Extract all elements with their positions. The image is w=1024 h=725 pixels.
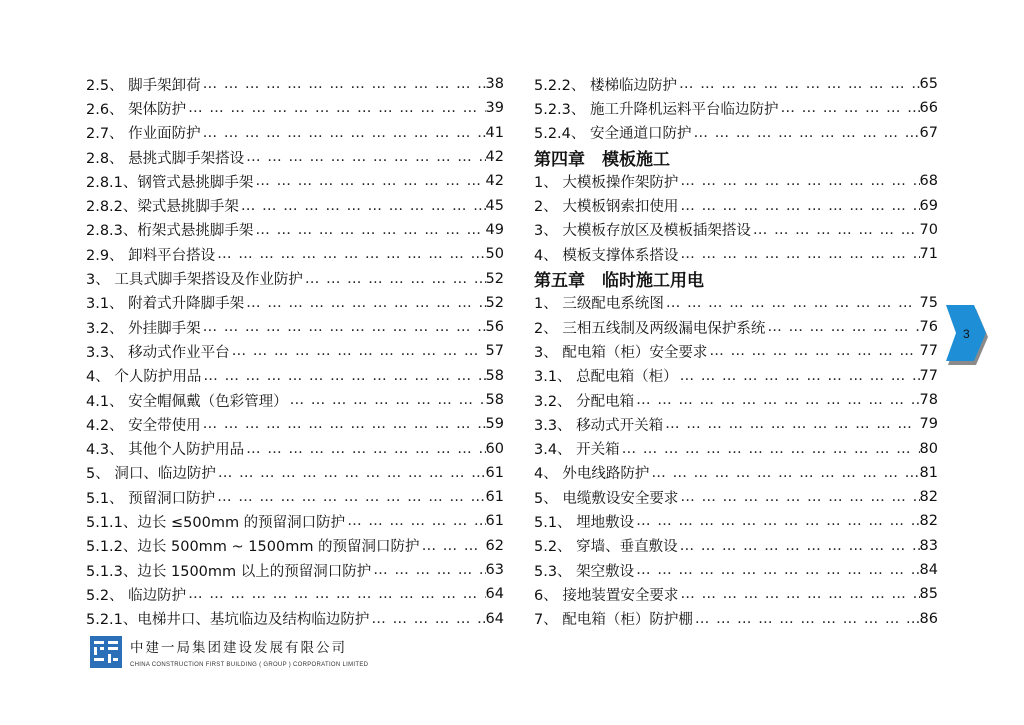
toc-entry-title: 1、 大模板操作架防护 — [534, 174, 679, 191]
toc-entry-title: 4.2、 安全带使用 — [86, 417, 201, 434]
toc-leader-dots — [707, 343, 919, 359]
toc-leader-dots — [692, 125, 920, 141]
toc-entry-title: 5.2.3、 施工升降机运料平台临边防护 — [534, 101, 779, 118]
toc-leader-dots — [371, 562, 485, 578]
toc-page-number: 57 — [485, 343, 504, 360]
toc-leader-dots — [201, 368, 485, 384]
toc-entry-title: 2.6、 架体防护 — [86, 101, 187, 118]
toc-page-number: 65 — [919, 76, 938, 93]
company-name-en: CHINA CONSTRUCTION FIRST BUILDING ( GROUP ) CORPORATION LIMITED — [130, 662, 369, 668]
toc-entry — [534, 218, 938, 242]
toc-entry — [86, 461, 504, 485]
toc-entry — [86, 485, 504, 509]
toc-page-number: 82 — [919, 513, 938, 530]
toc-page-number: 64 — [485, 610, 504, 627]
toc-chapter-heading — [534, 145, 938, 169]
toc-entry-title: 3.2、 分配电箱 — [534, 393, 635, 410]
toc-entry — [534, 96, 938, 120]
toc-leader-dots — [244, 149, 485, 165]
toc-entry-title: 3.1、 附着式升降脚手架 — [86, 296, 245, 313]
toc-leader-dots — [253, 222, 485, 238]
toc-entry-title: 第四章 模板施工 — [534, 149, 670, 170]
toc-page-number: 86 — [919, 610, 938, 627]
toc-entry-title: 5.1.2、边长 500mm ~ 1500mm 的预留洞口防护 — [86, 539, 420, 556]
toc-page-number: 66 — [919, 100, 938, 117]
toc-page-number: 78 — [919, 392, 938, 408]
toc-entry — [534, 509, 938, 533]
toc-page-number: 59 — [485, 416, 504, 433]
toc-entry-title: 2、 三相五线制及两级漏电保护系统 — [534, 320, 766, 337]
toc-entry-title: 4、 外电线路防护 — [534, 466, 650, 483]
toc-leader-dots — [244, 441, 485, 457]
toc-entry-title: 2.8.1、钢管式悬挑脚手架 — [86, 174, 254, 191]
toc-page-number: 81 — [919, 464, 938, 481]
toc-entry — [86, 534, 504, 558]
toc-chapter-heading — [534, 266, 938, 290]
toc-entry-title: 1、 三级配电系统图 — [534, 296, 664, 313]
toc-entry — [534, 388, 938, 412]
toc-entry-title: 3、 大模板存放区及模板插架搭设 — [534, 223, 751, 240]
toc-page-number: 68 — [919, 173, 938, 190]
toc-entry-title: 6、 接地装置安全要求 — [534, 587, 679, 604]
toc-right-column — [534, 72, 938, 631]
toc-page-number: 49 — [485, 221, 504, 238]
toc-entry — [86, 436, 504, 460]
toc-page-number: 52 — [485, 270, 504, 287]
toc-entry-title: 5.2、 临边防护 — [86, 587, 187, 604]
cscec-logo-icon — [90, 636, 122, 668]
toc-entry-title: 5.2.2、 楼梯临边防护 — [534, 77, 678, 94]
toc-entry-title: 2、 大模板钢索扣使用 — [534, 199, 679, 216]
toc-leader-dots — [186, 100, 485, 116]
toc-entry-title: 7、 配电箱（柜）防护棚 — [534, 612, 693, 629]
toc-page-number: 64 — [485, 586, 504, 603]
toc-entry-title: 5、 电缆敷设安全要求 — [534, 490, 679, 507]
toc-entry — [534, 485, 938, 509]
toc-page-number: 77 — [919, 367, 938, 384]
toc-entry-title: 2.8、 悬挑式脚手架搭设 — [86, 150, 245, 167]
toc-entry — [86, 558, 504, 582]
toc-leader-dots — [678, 246, 919, 262]
toc-leader-dots — [678, 586, 919, 602]
toc-page-number: 79 — [919, 416, 938, 433]
toc-entry — [86, 121, 504, 145]
toc-leader-dots — [664, 295, 920, 311]
toc-entry-title: 3.2、 外挂脚手架 — [86, 320, 201, 337]
toc-entry-title: 5.2.4、 安全通道口防护 — [534, 126, 692, 143]
toc-leader-dots — [634, 562, 919, 578]
toc-leader-dots — [216, 465, 486, 481]
toc-leader-dots — [649, 465, 919, 481]
toc-leader-dots — [677, 76, 920, 92]
toc-entry — [86, 96, 504, 120]
toc-page-number: 60 — [485, 440, 504, 457]
toc-entry — [534, 339, 938, 363]
toc-entry — [534, 607, 938, 631]
toc-entry-title: 5.1、 预留洞口防护 — [86, 490, 216, 507]
toc-leader-dots — [201, 319, 486, 335]
toc-entry — [86, 582, 504, 606]
toc-leader-dots — [201, 125, 486, 141]
toc-leader-dots — [215, 489, 485, 505]
toc-entry — [86, 242, 504, 266]
toc-entry-title: 2.8.2、梁式悬挑脚手架 — [86, 199, 239, 216]
toc-entry-title: 3.1、 总配电箱（柜） — [534, 369, 678, 386]
toc-entry — [86, 509, 504, 533]
toc-page-number: 38 — [485, 76, 504, 93]
toc-entry — [86, 339, 504, 363]
toc-leader-dots — [201, 416, 486, 432]
toc-entry-title: 4、 个人防护用品 — [86, 369, 202, 386]
toc-page-number: 67 — [919, 124, 938, 141]
toc-entry — [86, 145, 504, 169]
toc-leader-dots — [230, 343, 486, 359]
toc-entry — [86, 72, 504, 96]
toc-entry — [534, 582, 938, 606]
toc-page-number: 42 — [485, 173, 504, 190]
toc-entry — [534, 72, 938, 96]
toc-entry-title: 3.3、 移动式开关箱 — [534, 417, 664, 434]
toc-entry-title: 3.4、 开关箱 — [534, 442, 620, 459]
toc-page-number: 50 — [485, 246, 504, 263]
toc-page-number: 69 — [919, 197, 938, 214]
toc-page-number: 77 — [919, 343, 938, 360]
toc-entry — [86, 169, 504, 193]
toc-entry-title: 5.1.3、边长 1500mm 以上的预留洞口防护 — [86, 563, 372, 580]
toc-page-number: 71 — [919, 246, 938, 263]
company-name-cn: 中建一局集团建设发展有限公司 — [130, 640, 347, 656]
toc-page-number: 63 — [485, 562, 504, 579]
toc-page-number: 52 — [485, 294, 504, 311]
toc-page-number: 45 — [485, 197, 504, 214]
toc-entry-title: 4.3、 其他个人防护用品 — [86, 442, 245, 459]
toc-entry-title: 5、 洞口、临边防护 — [86, 466, 216, 483]
toc-leader-dots — [779, 100, 920, 116]
toc-leader-dots — [620, 441, 920, 457]
toc-leader-dots — [244, 295, 485, 311]
toc-entry — [534, 412, 938, 436]
toc-leader-dots — [678, 198, 919, 214]
toc-entry-title: 4.1、 安全帽佩戴（色彩管理） — [86, 393, 288, 410]
toc-leader-dots — [186, 586, 485, 602]
toc-entry — [86, 607, 504, 631]
toc-page-number: 56 — [485, 319, 504, 336]
toc-entry — [534, 461, 938, 485]
toc-entry-title: 5.1.1、边长 ≤500mm 的预留洞口防护 — [86, 514, 346, 531]
toc-entry — [534, 558, 938, 582]
toc-leader-dots — [215, 246, 485, 262]
toc-page-number: 61 — [485, 464, 504, 481]
toc-leader-dots — [303, 271, 486, 287]
toc-entry — [534, 315, 938, 339]
toc-entry — [86, 291, 504, 315]
toc-page-number: 61 — [485, 489, 504, 506]
toc-entry — [534, 242, 938, 266]
toc-entry-title: 2.8.3、桁架式悬挑脚手架 — [86, 223, 254, 240]
toc-entry — [86, 315, 504, 339]
toc-leader-dots — [288, 392, 486, 408]
toc-entry-title: 3.3、 移动式作业平台 — [86, 344, 230, 361]
page-number-tab — [946, 303, 992, 367]
toc-page-number: 83 — [919, 537, 938, 554]
toc-entry — [534, 364, 938, 388]
toc-entry — [86, 388, 504, 412]
toc-leader-dots — [253, 173, 485, 189]
toc-page-number: 80 — [919, 440, 938, 457]
toc-leader-dots — [678, 173, 919, 189]
toc-leader-dots — [678, 538, 920, 554]
toc-entry — [534, 436, 938, 460]
toc-entry — [534, 534, 938, 558]
toc-page-number: 62 — [485, 537, 504, 554]
toc-entry-title: 5.3、 架空敷设 — [534, 563, 635, 580]
toc-page-number: 76 — [919, 319, 938, 336]
toc-entry — [86, 266, 504, 290]
toc-leader-dots — [663, 416, 919, 432]
toc-page-number: 82 — [919, 489, 938, 506]
toc-leader-dots — [345, 513, 485, 529]
toc-entry-title: 第五章 临时施工用电 — [534, 271, 704, 291]
toc-page-number: 84 — [919, 562, 938, 579]
toc-entry-title: 5.1、 埋地敷设 — [534, 514, 635, 531]
toc-entry-title: 3、 工具式脚手架搭设及作业防护 — [86, 272, 303, 289]
toc-entry-title: 2.9、 卸料平台搭设 — [86, 247, 216, 264]
toc-left-column — [86, 72, 504, 631]
toc-entry-title: 2.7、 作业面防护 — [86, 126, 201, 143]
toc-leader-dots — [239, 198, 486, 214]
toc-entry — [534, 193, 938, 217]
toc-entry — [86, 412, 504, 436]
toc-entry-title: 3、 配电箱（柜）安全要求 — [534, 344, 708, 361]
toc-page-number: 58 — [485, 392, 504, 408]
toc-entry — [534, 121, 938, 145]
toc-entry — [534, 169, 938, 193]
toc-leader-dots — [634, 392, 919, 408]
toc-page-number: 42 — [485, 149, 504, 166]
toc-leader-dots — [678, 368, 920, 384]
toc-page-number: 61 — [485, 513, 504, 530]
toc-leader-dots — [765, 319, 919, 335]
toc-leader-dots — [751, 222, 920, 238]
toc-page-number: 75 — [919, 294, 938, 311]
toc-entry-title: 4、 模板支撑体系搭设 — [534, 247, 679, 264]
toc-leader-dots — [693, 611, 920, 627]
toc-entry-title: 5.2、 穿墙、垂直敷设 — [534, 539, 678, 556]
toc-page-number: 85 — [919, 586, 938, 603]
company-name — [130, 636, 368, 668]
toc-entry — [86, 364, 504, 388]
toc-page-number: 58 — [485, 367, 504, 384]
toc-leader-dots — [634, 513, 919, 529]
toc-entry — [86, 218, 504, 242]
page-number: 3 — [963, 327, 970, 341]
toc-entry-title: 2.5、 脚手架卸荷 — [86, 77, 201, 94]
toc-entry — [534, 291, 938, 315]
toc-leader-dots — [678, 489, 919, 505]
toc-leader-dots — [201, 76, 486, 92]
toc-leader-dots — [420, 538, 486, 554]
toc-page-number: 70 — [919, 221, 938, 238]
toc-page-number: 39 — [485, 100, 504, 117]
toc-entry-title: 5.2.1、电梯井口、基坑临边及结构临边防护 — [86, 612, 370, 629]
toc-leader-dots — [369, 611, 485, 627]
toc-entry — [86, 193, 504, 217]
toc-page-number: 41 — [485, 124, 504, 141]
